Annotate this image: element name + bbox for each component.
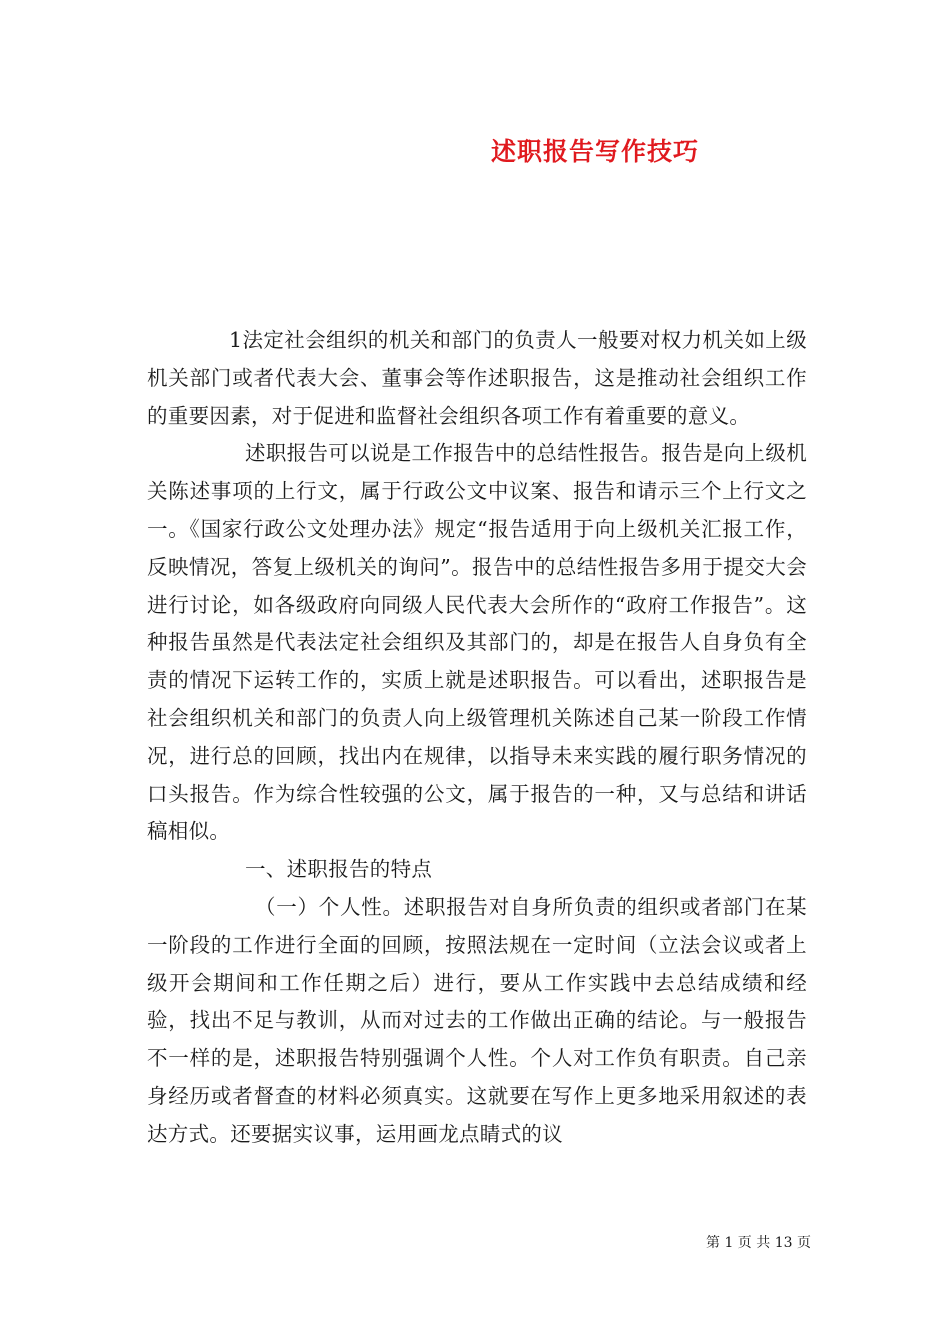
paragraph-intro: 1法定社会组织的机关和部门的负责人一般要对权力机关如上级机关部门或者代表大会、董事会等作述职报告，这是推动社会组织工作的重要因素，对于促进和监督社会组织各项工作有着重要的意义。 bbox=[147, 328, 807, 428]
paragraph-definition: 述职报告可以说是工作报告中的总结性报告。报告是向上级机关陈述事项的上行文，属于行政公文中议案、报告和请示三个上行文之一。《国家行政公文处理办法》规定“报告适用于向上级机关汇报工作，反映情况，答复上级机关的询问”。报告中的总结性报告多用于提交大会进行讨论，如各级政府向同级人民代表大会所作的“政府工作报告”。这种报告虽然是代表法定社会组织及其部门的，却是在报告人自身负有全责的情况下运转工作的，实质上就是述职报告。可以看出，述职报告是社会组织机关和部门的负责人向上级管理机关陈述自己某一阶段工作情况，进行总的回顾，找出内在规律，以指导未来实践的履行职务情况的口头报告。作为综合性较强的公文，属于报告的一种，又与总结和讲话稿相似。 bbox=[147, 441, 807, 844]
section-heading-features: 一、述职报告的特点 bbox=[245, 857, 433, 882]
document-title: 述职报告写作技巧 bbox=[490, 137, 699, 166]
page-number-footer: 第 1 页 共 13 页 bbox=[706, 1235, 811, 1251]
paragraph-personal: （一）个人性。述职报告对自身所负责的组织或者部门在某一阶段的工作进行全面的回顾，按照法规在一定时间（立法会议或者上级开会期间和工作任期之后）进行，要从工作实践中去总结成绩和经验，找出不足与教训，从而对过去的工作做出正确的结论。与一般报告不一样的是，述职报告特别强调个人性。个人对工作负有职责。自己亲身经历或者督查的材料必须真实。这就要在写作上更多地采用叙述的表达方式。还要据实议事，运用画龙点睛式的议 bbox=[147, 894, 807, 1146]
document-body bbox=[147, 322, 807, 1154]
